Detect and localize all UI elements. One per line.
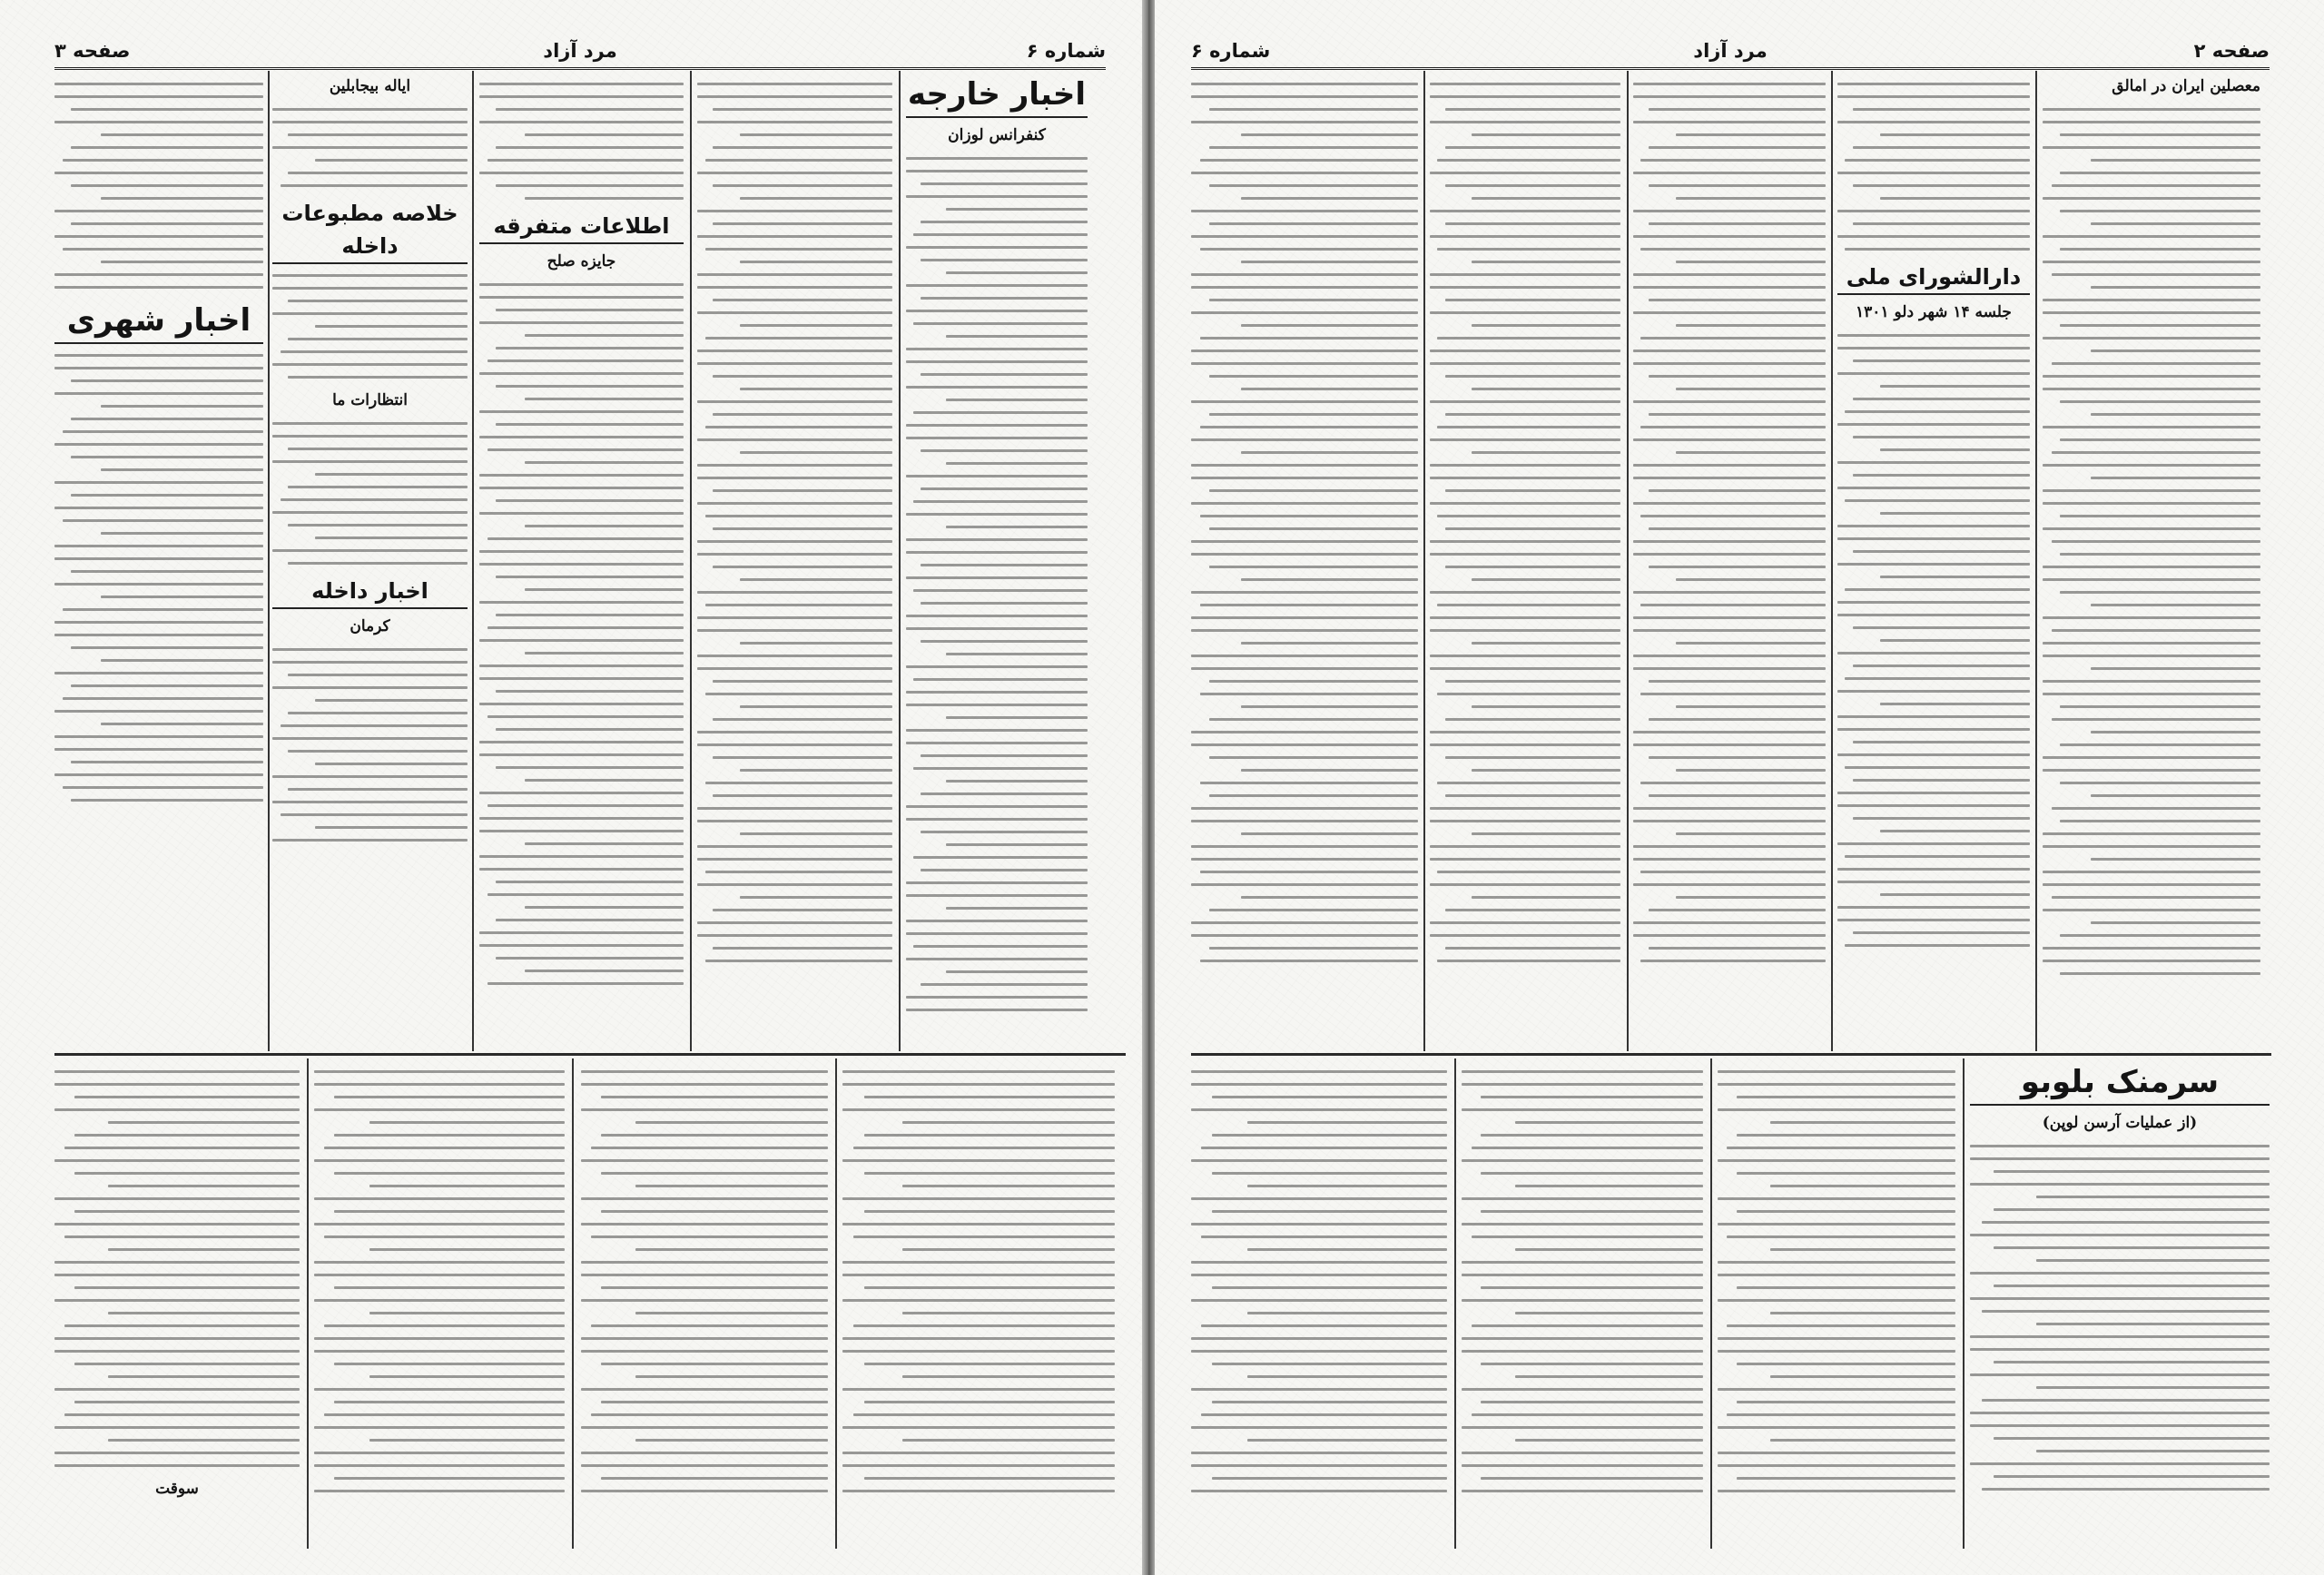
right-col-d	[1430, 73, 1620, 1048]
right-col-a-headline: معصلین ایران در امالق	[2112, 77, 2260, 95]
top-column-head: ایاله بیجابلین	[329, 77, 411, 95]
local-news-headline: اخبار داخله	[272, 575, 468, 609]
left-col-2-body	[697, 83, 892, 962]
right-bottom-col-2	[1718, 1060, 1955, 1541]
left-bottom-col-4	[54, 1060, 300, 1541]
parliament-headline: دارالشورای ملی	[1837, 261, 2030, 295]
city-news-column	[54, 73, 263, 1048]
foreign-news-headline: اخبار خارجه	[906, 73, 1088, 118]
right-page-number: صفحه ۲	[2193, 40, 2270, 62]
foreign-news-column	[906, 73, 1088, 1048]
left-bottom-signoff: سوقت	[155, 1480, 199, 1498]
right-page-issue: شماره ۶	[1191, 40, 1271, 62]
right-col-c	[1633, 73, 1826, 1048]
right-page	[1155, 0, 2324, 1575]
misc-news-body	[479, 283, 684, 985]
left-bottom-col-3	[314, 1060, 565, 1541]
foreign-news-body	[906, 157, 1088, 1011]
left-bottom-col-2	[581, 1060, 828, 1541]
serial-story-subtitle: (از عملیات آرسن لوپن)	[2042, 1114, 2198, 1132]
right-col-a	[2043, 73, 2260, 1048]
right-bottom-col-4	[1191, 1060, 1447, 1541]
left-page-number: صفحه ۳	[54, 40, 131, 62]
foreign-news-subhead: کنفرانس لوزان	[948, 126, 1046, 144]
misc-news-subhead: جایزه صلح	[547, 252, 616, 271]
right-page-paper-name: مرد آزاد	[1693, 40, 1768, 62]
left-page-paper-name: مرد آزاد	[543, 40, 617, 62]
left-page-issue: شماره ۶	[1026, 40, 1106, 62]
local-news-subhead: کرمان	[350, 617, 390, 635]
domestic-press-headline: خلاصه مطبوعات داخله	[272, 197, 468, 264]
right-page-header	[1191, 36, 2270, 70]
parliament-session: جلسه ۱۴ شهر دلو ۱۳۰۱	[1856, 303, 2012, 321]
misc-news-headline: اطلاعات متفرقه	[479, 210, 684, 244]
page-gutter	[1142, 0, 1155, 1575]
left-bottom-col-1	[842, 1060, 1115, 1541]
right-bottom-col-3	[1462, 1060, 1703, 1541]
parliament-column	[1837, 73, 2030, 1048]
left-col-2	[697, 73, 892, 1048]
serial-story-headline: سرمنک بلوبو	[1970, 1060, 2270, 1106]
domestic-press-column	[272, 73, 468, 1048]
misc-news-column	[479, 73, 684, 1048]
expectations-subhead: انتظارات ما	[332, 391, 408, 409]
right-col-e	[1191, 73, 1418, 1048]
serial-story-column	[1970, 1060, 2270, 1541]
city-news-headline: اخبار شهری	[54, 299, 263, 344]
left-page	[0, 0, 1142, 1575]
left-page-header	[54, 36, 1106, 70]
